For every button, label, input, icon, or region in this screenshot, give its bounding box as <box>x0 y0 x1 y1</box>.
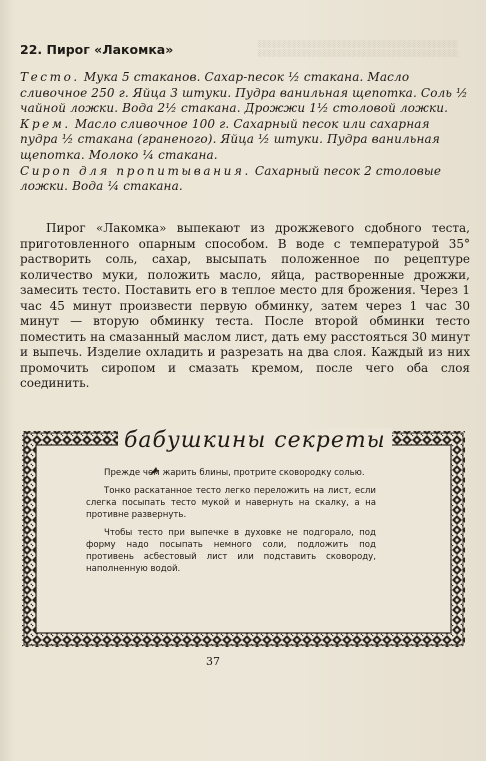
method-block <box>20 221 470 392</box>
recipe-title: 22. Пирог «Лакомка» <box>20 42 174 57</box>
secrets-title: бабушкины секреты <box>118 428 392 453</box>
sirop-label: Сироп для пропитывания. <box>20 163 251 178</box>
tip-item: Чтобы тесто при выпечке в духовке не подгорало, под форму надо посыпать немного соли, подложить под противень асбестовый лист или подставить сковороду, наполненную водой. <box>86 528 376 574</box>
secrets-tips <box>86 467 376 581</box>
ingredients-testo <box>20 70 470 117</box>
krem-label: Крем. <box>20 116 71 131</box>
sirop-text: Сахарный песок 2 столовые ложки. Вода ¼ стакана. <box>20 163 442 194</box>
testo-text: Мука 5 стаканов. Сахар-песок ½ стакана. Масло сливочное 250 г. Яйца 3 штуки. Пудра ванильная щепотка. Соль ½ чайной ложки. Вода 2½ стакана. Дрожжи 1½ столовой ложки. <box>20 70 468 116</box>
ingredients-block <box>20 70 470 195</box>
method-paragraph: Пирог «Лакомка» выпекают из дрожжевого сдобного теста, приготовленного опарным способом. В воде с температурой 35° растворить соль, сахар, высыпать положенное по рецептуре количество муки, положить масло, яйца, растворенные дрожжи, замесить тесто. Поставить его в теплое место для брожения. Через 1 час 45 минут произвести первую обминку, затем через 1 час 30 минут — вторую обминку теста. После второй обминки тесто поместить на смазанный маслом лист, дать ему расстояться 30 минут и выпечь. Изделие охладить и разрезать на два слоя. Каждый из них промочить сиропом и смазать кремом, после чего оба слоя соединить. <box>20 221 470 390</box>
bleed-through-text: ░░░░░░░░░░░░░░░░░░░░░░░░░░░░░░░░░░░░░░░░ ░░░░░░░░░░░░░░░░░░░░░░░░░░░░░░░░░░░░░░░░ <box>258 40 458 57</box>
ingredients-krem <box>20 117 470 164</box>
testo-label: Тесто. <box>20 70 80 84</box>
tip-item: Тонко раскатанное тесто легко переложить на лист, если слегка посыпать тесто мукой и навернуть на скалку, а на противне развернуть. <box>86 486 376 520</box>
page-number: 37 <box>206 655 220 668</box>
tip-item: Прежде чем жарить блины, протрите сковородку солью. <box>104 468 365 478</box>
ingredients-sirop <box>20 164 470 195</box>
krem-text: Масло сливочное 100 г. Сахарный песок или сахарная пудра ½ стакана (граненого). Яйца ½ штуки. Пудра ванильная щепотка. Молоко ¼ стакана. <box>20 116 440 162</box>
